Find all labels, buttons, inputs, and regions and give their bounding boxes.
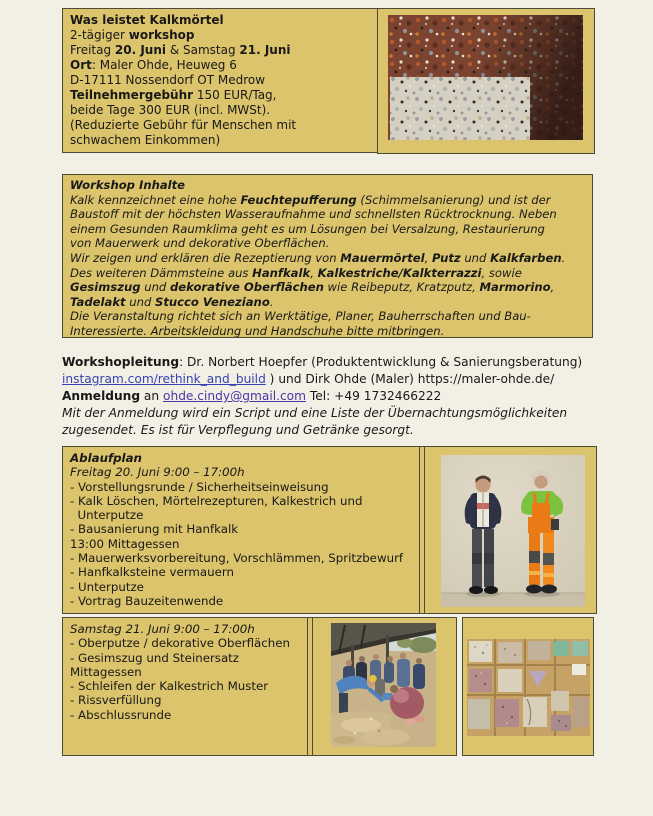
text-segment: (Schimmelsanierung) und ist der	[356, 192, 551, 207]
samples-photo-panel	[462, 617, 594, 756]
text-segment: beide Tage 300 EUR (incl. MWSt).	[70, 103, 271, 117]
text-line	[70, 28, 371, 43]
text-segment: - Kalk Löschen, Mörtelrezepturen, Kalkestrich und	[70, 493, 363, 508]
workshop-content-panel	[62, 174, 593, 338]
text-segment: Teilnehmergebühr	[70, 88, 194, 102]
text-line	[62, 388, 622, 405]
text-segment: workshop	[128, 28, 195, 42]
workshop-group-photo	[331, 623, 436, 747]
text-line	[70, 494, 412, 508]
text-segment: Kalkfarben	[490, 250, 562, 265]
text-segment: an	[140, 389, 164, 403]
event-info-text	[70, 13, 371, 148]
text-segment: .	[561, 250, 566, 265]
text-segment: : Dr. Norbert Hoepfer (Produktentwicklung & Sanierungsberatung)	[179, 355, 583, 369]
text-segment: und	[460, 250, 491, 265]
text-line	[70, 207, 585, 222]
text-segment: - Oberputze / dekorative Oberflächen	[70, 636, 290, 651]
text-line	[70, 324, 585, 338]
text-line	[70, 551, 412, 565]
event-info-panel	[62, 8, 379, 153]
text-segment: und	[140, 280, 170, 295]
text-line	[70, 222, 585, 237]
text-line	[62, 422, 622, 439]
text-segment: ,	[550, 280, 555, 295]
text-line	[70, 537, 412, 551]
text-segment: Mittagessen	[70, 664, 142, 679]
text-segment: (Reduzierte Gebühr für Menschen mit	[70, 118, 297, 132]
text-segment: Feuchtepufferung	[240, 192, 357, 207]
text-segment: Ablaufplan	[70, 451, 142, 465]
text-segment: - Hanfkalksteine vermauern	[70, 565, 234, 580]
text-segment: Hanfkalk	[252, 265, 311, 280]
text-segment: Workshop Inhalte	[70, 178, 186, 192]
text-line	[70, 508, 412, 522]
text-segment: Unterputze	[70, 508, 144, 523]
text-line	[70, 580, 412, 594]
text-segment: dekorative Oberflächen	[169, 280, 324, 295]
text-segment: - Rissverfüllung	[70, 693, 162, 708]
text-line	[70, 693, 300, 707]
text-segment: von Mauerwerk und dekorative Oberflächen.	[70, 236, 330, 251]
text-line	[70, 451, 412, 465]
text-segment: Kalkestriche/Kalkterrazzi	[317, 265, 482, 280]
text-line	[70, 708, 300, 722]
text-segment: Freitag	[70, 43, 115, 57]
text-line	[62, 405, 622, 422]
text-segment: - Schleifen der Kalkestrich Muster	[70, 679, 269, 694]
text-line	[70, 193, 585, 208]
text-segment: Freitag 20. Juni 9:00 – 17:00h	[70, 465, 245, 480]
text-line	[70, 665, 300, 679]
text-segment: 13:00 Mittagessen	[70, 536, 180, 551]
two-instructors-photo	[441, 455, 585, 607]
text-segment: - Vortrag Bauzeitenwende	[70, 593, 224, 608]
text-segment: Stucco Veneziano	[155, 294, 270, 309]
organizer-section	[62, 354, 622, 439]
text-segment: ,	[310, 265, 318, 280]
schedule-saturday-text	[63, 618, 308, 755]
text-line	[70, 103, 371, 118]
text-line	[70, 309, 585, 324]
text-segment: - Bausanierung mit Hanfkalk	[70, 522, 239, 537]
text-line	[70, 13, 371, 28]
text-segment: - Mauerwerksvorbereitung, Vorschlämmen, Spritzbewurf	[70, 551, 404, 566]
schedule-friday-text	[63, 447, 420, 613]
text-segment: Marmorino	[479, 280, 551, 295]
text-line	[70, 594, 412, 608]
text-segment: Gesimszug	[70, 280, 141, 295]
text-line	[70, 88, 371, 103]
text-line	[70, 266, 585, 281]
text-line	[70, 565, 412, 579]
text-segment: zugesendet. Es ist für Verpflegung und Getränke gesorgt.	[62, 423, 414, 437]
text-segment: 21. Juni	[239, 43, 291, 57]
text-segment: - Gesimszug und Steinersatz	[70, 650, 239, 665]
text-line	[70, 465, 412, 479]
text-line	[70, 679, 300, 693]
text-line	[70, 43, 371, 58]
text-line	[70, 636, 300, 650]
text-line	[70, 133, 371, 148]
text-line	[62, 354, 622, 371]
text-segment: Workshopleitung	[62, 355, 180, 369]
text-segment: Des weiteren Dämmsteine aus	[70, 265, 253, 280]
text-segment: Mauermörtel	[340, 250, 425, 265]
text-segment: Wir zeigen und erklären die Rezeptierung von	[70, 250, 341, 265]
text-segment: Kalk kennzeichnet eine hohe	[70, 192, 241, 207]
text-line	[70, 73, 371, 88]
text-line	[70, 280, 585, 295]
text-segment: Mit der Anmeldung wird ein Script und eine Liste der Übernachtungsmöglichkeiten	[62, 406, 568, 420]
text-line	[70, 118, 371, 133]
text-line	[70, 251, 585, 266]
text-segment: Baustoff mit der höchsten Wasseraufnahme und schnellsten Rücktrocknung. Neben	[70, 207, 557, 222]
text-line	[70, 480, 412, 494]
text-segment: und	[125, 294, 156, 309]
instagram-link[interactable]: instagram.com/rethink_and_build	[62, 372, 266, 386]
email-link[interactable]: ohde.cindy@gmail.com	[163, 389, 307, 403]
sample-tiles-photo	[467, 639, 590, 736]
terrazzo-photo-panel	[377, 8, 595, 154]
text-segment: D-17111 Nossendorf OT Medrow	[70, 73, 266, 87]
text-segment: 150 EUR/Tag,	[193, 88, 277, 102]
text-line	[70, 178, 585, 193]
text-segment: Die Veranstaltung richtet sich an Werktätige, Planer, Bauherrschaften und Bau-	[70, 309, 531, 324]
text-segment: einem Gesunden Raumklima geht es um Lösungen bei Versalzung, Restaurierung	[70, 221, 545, 236]
text-line	[70, 295, 585, 310]
text-segment: 20. Juni	[114, 43, 167, 57]
text-segment: Samstag 21. Juni 9:00 – 17:00h	[70, 622, 255, 636]
text-segment: ) und Dirk Ohde (Maler) https://maler-ohde.de/	[265, 372, 555, 386]
text-segment: 2-tägiger	[70, 28, 129, 42]
text-segment: ,	[424, 250, 432, 265]
text-segment: - Abschlussrunde	[70, 707, 172, 722]
text-segment: wie Reibeputz, Kratzputz,	[323, 280, 480, 295]
text-segment: - Unterputze	[70, 579, 144, 594]
text-line	[62, 371, 622, 388]
text-segment: Tel: +49 1732466222	[306, 389, 442, 403]
text-line	[70, 236, 585, 251]
text-segment: Ort	[70, 58, 92, 72]
text-segment: Anmeldung	[62, 389, 141, 403]
schedule-friday-panel	[62, 446, 597, 614]
text-segment: schwachem Einkommen)	[70, 133, 221, 147]
text-segment: Interessierte. Arbeitskleidung und Handschuhe bitte mitbringen.	[70, 323, 445, 338]
text-line	[70, 58, 371, 73]
workshop-content-text	[70, 178, 585, 338]
text-line	[70, 651, 300, 665]
group-photo-cell	[313, 618, 456, 755]
text-segment: , sowie	[481, 265, 522, 280]
text-segment: .	[269, 294, 274, 309]
text-segment: Tadelakt	[70, 294, 126, 309]
terrazzo-floor-photo	[388, 15, 583, 140]
text-line	[70, 522, 412, 536]
text-segment: - Vorstellungsrunde / Sicherheitseinweisung	[70, 479, 329, 494]
instructors-photo-cell	[425, 447, 596, 613]
text-segment: Putz	[432, 250, 461, 265]
text-segment: : Maler Ohde, Heuweg 6	[91, 58, 237, 72]
text-line	[70, 622, 300, 636]
text-segment: Was leistet Kalkmörtel	[70, 13, 224, 27]
schedule-saturday-panel	[62, 617, 457, 756]
text-segment: & Samstag	[166, 43, 240, 57]
